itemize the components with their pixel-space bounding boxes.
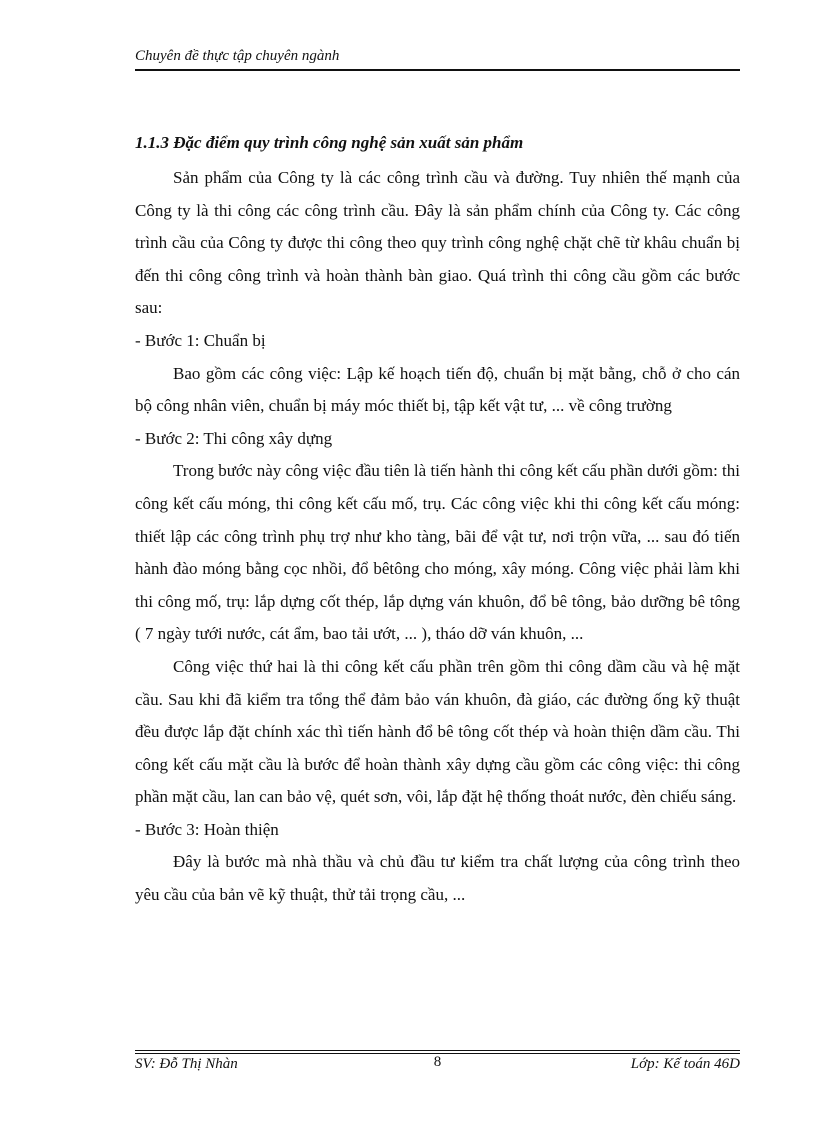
- document-body: [135, 130, 740, 912]
- section-heading: 1.1.3 Đặc điểm quy trình công nghệ sản xuất sản phẩm: [135, 133, 524, 152]
- header-divider: [135, 69, 740, 71]
- paragraph-step-1: Bao gồm các công việc: Lập kế hoạch tiến độ, chuẩn bị mặt bằng, chỗ ở cho cán bộ công nhân viên, chuẩn bị máy móc thiết bị, tập kết vật tư, ... về công trường: [135, 363, 740, 416]
- paragraph-step-2-a: Trong bước này công việc đầu tiên là tiến hành thi công kết cấu phần dưới gồm: thi công kết cấu móng, thi công kết cấu mố, trụ. Các công việc khi thi công kết cấu móng: thiết lập các công trình phụ trợ như kho tàng, bãi để vật tư, nơi trộn vữa, ... sau đó tiến hành đào móng bằng cọc nhồi, đổ bêtông cho móng, xây móng. Công việc phải làm khi thi công mố, trụ: lắp dựng cốt thép, lắp dựng ván khuôn, đổ bê tông, bảo dưỡng bê tông ( 7 ngày tưới nước, cát ẩm, bao tải ướt, ... ), tháo dỡ ván khuôn, ...: [135, 461, 740, 644]
- paragraph-step-2-b: Công việc thứ hai là thi công kết cấu phần trên gồm thi công dầm cầu và hệ mặt cầu. Sau khi đã kiểm tra tổng thể đảm bảo ván khuôn, đà giáo, các đường ống kỹ thuật đều được lắp đặt chính xác thì tiến hành đổ bê tông cốt thép và hoàn thiện dầm cầu. Thi công kết cấu mặt cầu là bước để hoàn thành xây dựng cầu gồm các công việc: thi công phần mặt cầu, lan can bảo vệ, quét sơn, vôi, lắp đặt hệ thống thoát nước, đèn chiếu sáng.: [135, 656, 740, 807]
- paragraph-intro: Sản phẩm của Công ty là các công trình cầu và đường. Tuy nhiên thế mạnh của Công ty là thi công các công trình cầu. Đây là sản phẩm chính của Công ty. Các công trình cầu của Công ty được thi công theo quy trình công nghệ chặt chẽ từ khâu chuẩn bị đến thi công công trình và hoàn thành bàn giao. Quá trình thi công cầu gồm các bước sau:: [135, 168, 740, 318]
- page-number: 8: [433, 1054, 442, 1070]
- step-2-heading: - Bước 2: Thi công xây dựng: [135, 428, 333, 448]
- step-1-heading: - Bước 1: Chuẩn bị: [135, 330, 266, 350]
- footer-student: SV: Đỗ Thị Nhàn: [135, 1056, 238, 1072]
- footer-divider: [135, 1050, 740, 1051]
- paragraph-step-3: Đây là bước mà nhà thầu và chủ đầu tư kiểm tra chất lượng của công trình theo yêu cầu của bản vẽ kỹ thuật, thử tải trọng cầu, ...: [135, 852, 740, 905]
- page-header: Chuyên đề thực tập chuyên ngành: [135, 48, 340, 64]
- step-3-heading: - Bước 3: Hoàn thiện: [135, 819, 279, 839]
- footer-class: Lớp: Kế toán 46D: [630, 1056, 740, 1072]
